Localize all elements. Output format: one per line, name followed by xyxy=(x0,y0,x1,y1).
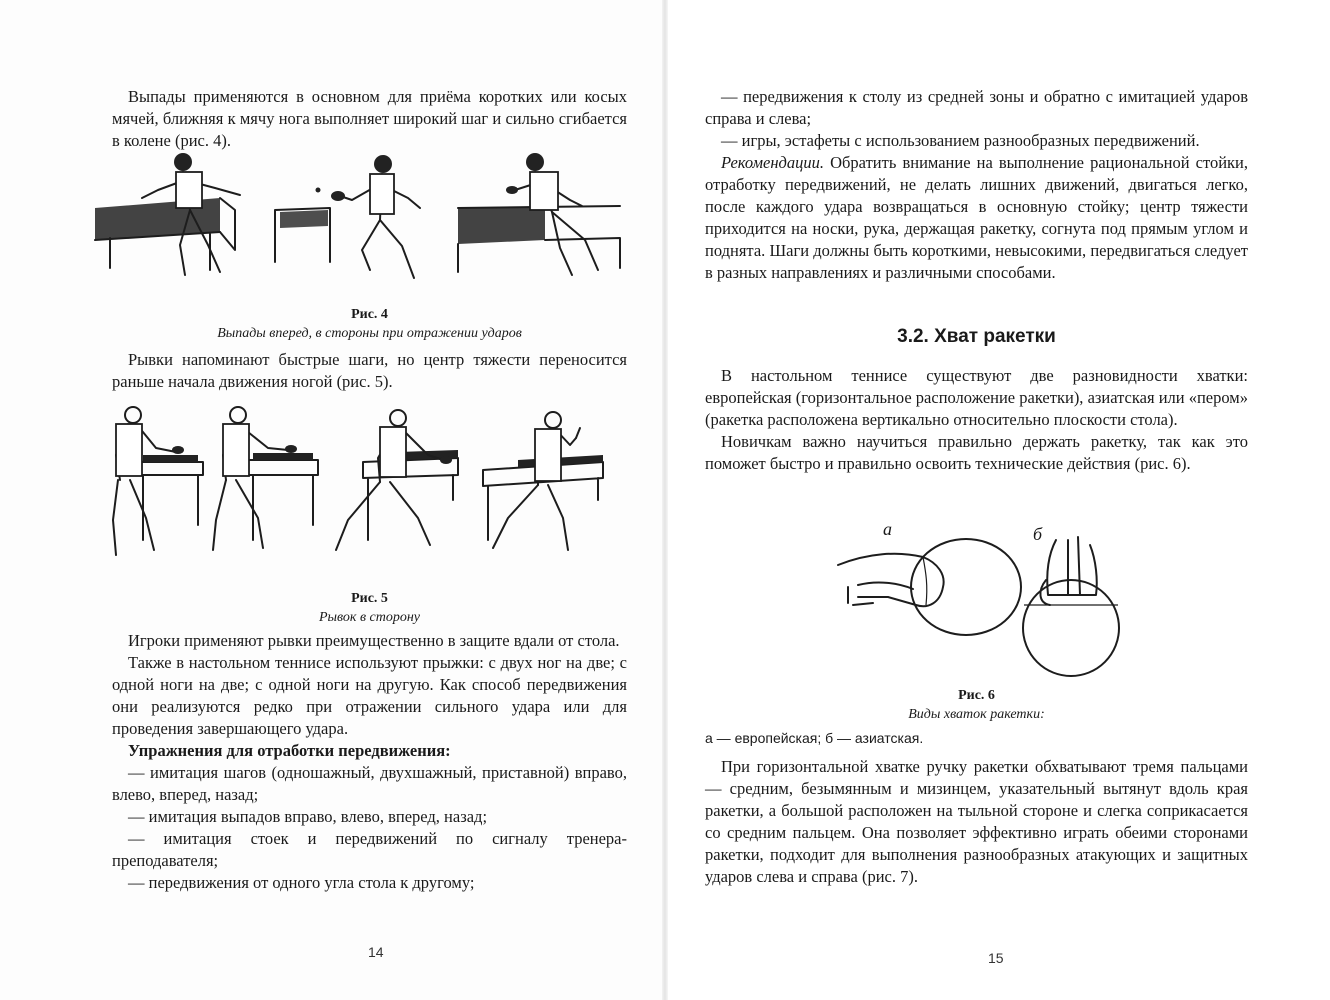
figure-4-title: Выпады вперед, в стороны при отражении ударов xyxy=(217,326,522,341)
paragraph-grips: В настольном теннисе существуют две разновидности хватки: европейская (горизонтальное расположение ракетки), азиатская или «пером» (ракетка расположена вертикально относительно плоскости стола). xyxy=(705,366,1248,429)
figure-6-label-b: б xyxy=(1033,524,1043,544)
page-number-right: 15 xyxy=(988,950,1004,966)
fig5-frame-2 xyxy=(213,407,318,550)
section-heading: 3.2. Хват ракетки xyxy=(897,326,1056,347)
body-text-lower xyxy=(112,630,627,894)
exercise-item: — имитация выпадов вправо, влево, вперед, назад; xyxy=(128,807,488,826)
figure-5-number: Рис. 5 xyxy=(351,591,388,606)
body-text-bottom-right xyxy=(705,756,1248,888)
fig5-frame-4 xyxy=(483,412,603,550)
paragraph-beginners: Новичкам важно научиться правильно держать ракетку, так как это поможет быстро и правильно освоить технические действия (рис. 6). xyxy=(705,432,1248,473)
figure-4-caption xyxy=(112,305,627,343)
body-text-top-right xyxy=(705,86,1248,284)
paragraph-lunges xyxy=(112,86,627,152)
exercise-item: — имитация стоек и передвижений по сигналу тренера-преподавателя; xyxy=(112,829,627,870)
continued-item: — передвижения к столу из средней зоны и обратно с имитацией ударов справа и слева; xyxy=(705,87,1248,128)
body-text-middle-right xyxy=(705,365,1248,475)
recommendations-label: Рекомендации. xyxy=(721,153,825,172)
fig5-frame-3 xyxy=(336,410,458,550)
exercises-heading: Упражнения для отработки передвижения: xyxy=(128,741,451,760)
figure-6-legend: а — европейская; б — азиатская. xyxy=(705,730,924,746)
figure-6-title: Виды хваток ракетки: xyxy=(908,707,1045,722)
continued-item: — игры, эстафеты с использованием разнообразных передвижений. xyxy=(721,131,1200,150)
fig4-player-2 xyxy=(275,155,420,278)
figure-5-title: Рывок в сторону xyxy=(318,610,421,625)
figure-5-illustration xyxy=(98,400,613,570)
fig6-european-grip xyxy=(838,539,1021,635)
figure-4-illustration xyxy=(90,150,630,300)
exercise-item: — передвижения от одного угла стола к другому; xyxy=(128,873,475,892)
paragraph-jumps: Также в настольном теннисе используют прыжки: с двух ног на две; с одной ноги на две; с одной ноги на другую. Как способ передвижения они реализуются редко при отражении сильного удара или для проведения завершающего удара. xyxy=(112,653,627,738)
figure-5-caption xyxy=(112,589,627,627)
figure-4-number: Рис. 4 xyxy=(351,307,388,322)
figure-6-label-a: а xyxy=(883,519,892,539)
figure-6-illustration xyxy=(828,525,1128,685)
recommendations-paragraph xyxy=(705,152,1248,284)
recommendations-text: Обратить внимание на выполнение рациональной стойки, отработку передвижений, не делать лишних движений, двигаться легко, после каждого удара возвращаться в основную стойку; центр тяжести приходится на носки, рука, держащая ракетку, согнута под прямым углом и поднята. Шаги должны быть короткими, невысокими, передвигаться следует в разных направлениях и различными способами. xyxy=(705,153,1248,282)
paragraph-text: Выпады применяются в основном для приёма коротких или косых мячей, ближняя к мячу нога выполняет широкий шаг и сильно сгибается в колене (рис. 4). xyxy=(112,87,627,150)
paragraph-text: Рывки напоминают быстрые шаги, но центр тяжести переносится раньше начала движения ногой (рис. 5). xyxy=(112,350,627,391)
page-number-left: 14 xyxy=(368,944,384,960)
paragraph-dashes xyxy=(112,349,627,393)
figure-6-caption xyxy=(705,686,1248,724)
paragraph-horizontal-grip: При горизонтальной хватке ручку ракетки обхватывают тремя пальцами — средним, безымянным и мизинцем, указательный вытянут вдоль края ракетки, а большой расположен на тыльной стороне и слегка соприкасается со средним пальцем. Она позволяет эффективно играть обеими сторонами ракетки, подходит для выполнения разнообразных атакующих и защитных ударов слева и справа (рис. 7). xyxy=(705,757,1248,886)
fig5-frame-1 xyxy=(113,407,203,555)
exercise-item: — имитация шагов (одношажный, двухшажный, приставной) вправо, влево, вперед, назад; xyxy=(112,763,627,804)
fig4-player-3 xyxy=(458,153,620,275)
fig6-asian-grip xyxy=(1023,537,1119,676)
fig4-player-1 xyxy=(95,153,240,275)
book-spine xyxy=(662,0,668,1000)
figure-6-number: Рис. 6 xyxy=(958,688,995,703)
paragraph-defense: Игроки применяют рывки преимущественно в защите вдали от стола. xyxy=(128,631,620,650)
